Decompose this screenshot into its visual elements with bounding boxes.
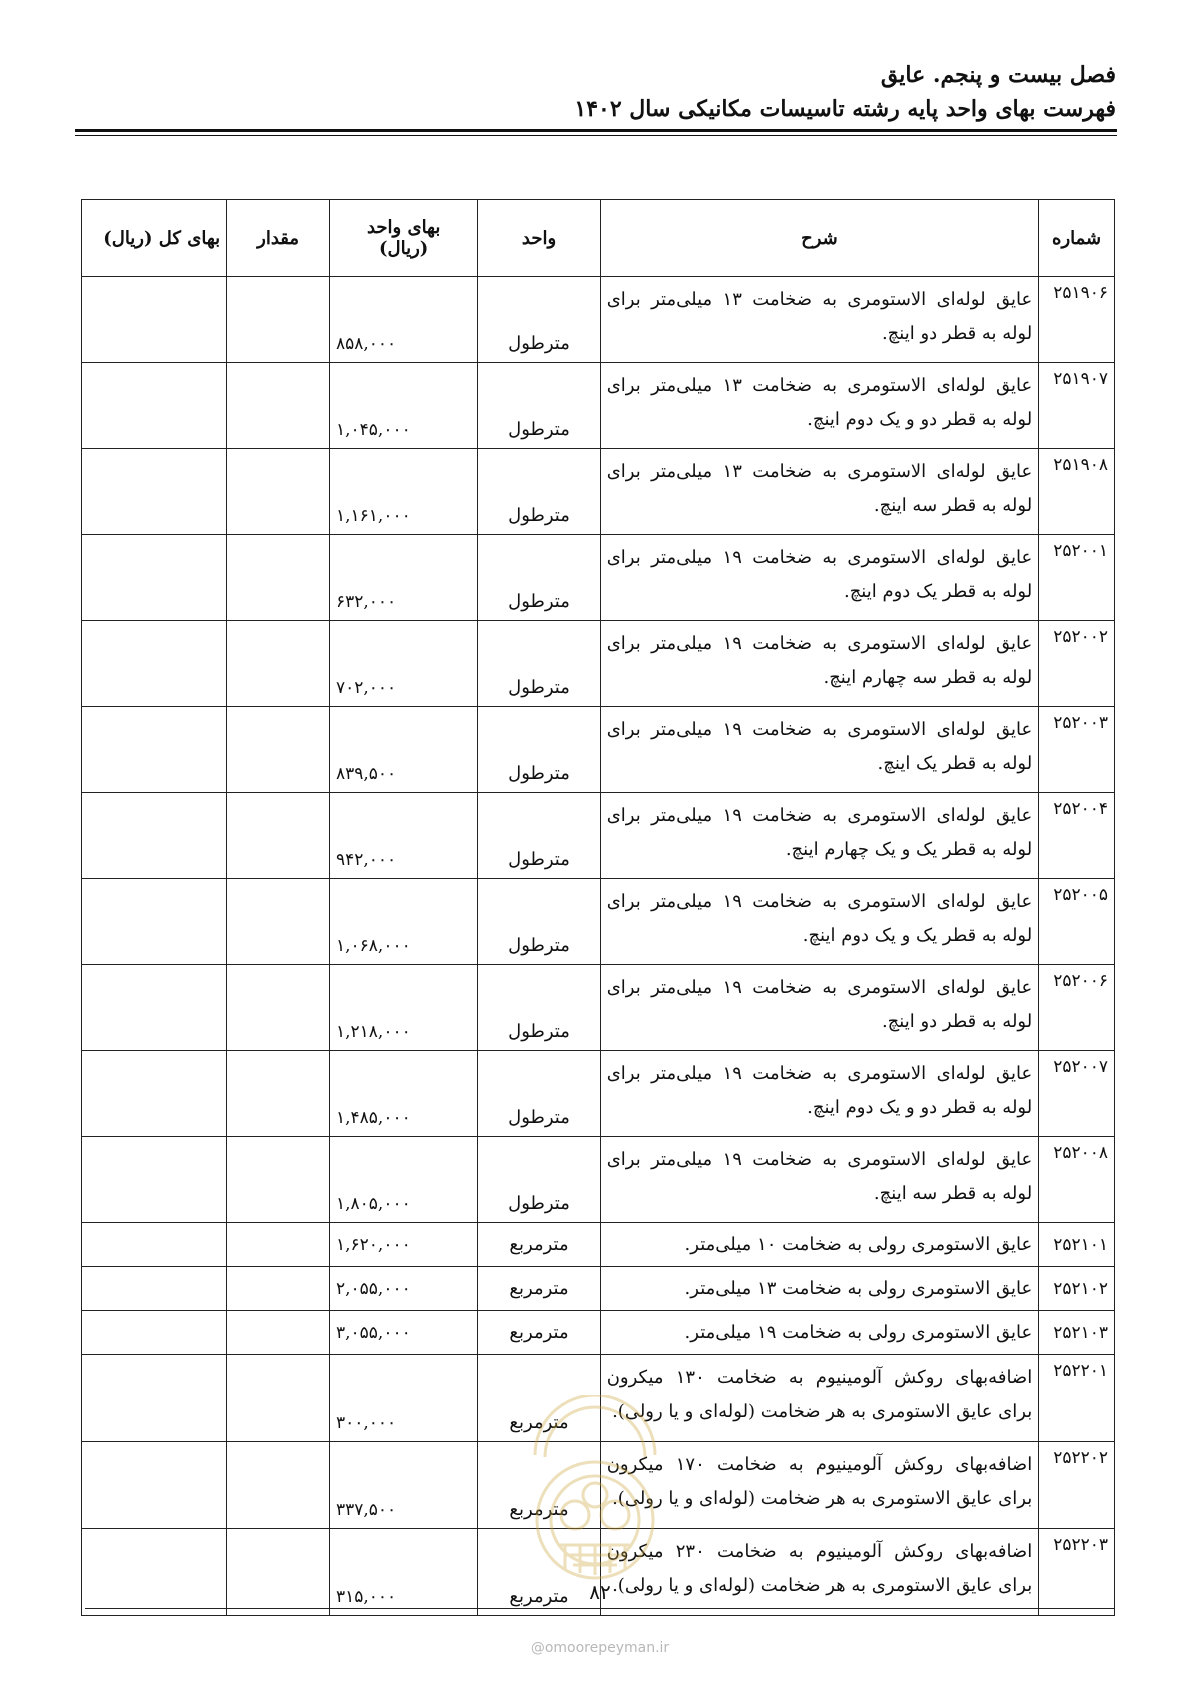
row-number: ۲۵۲۲۰۲ [1039,1442,1115,1529]
table-row [82,1051,1115,1137]
row-unit-price: ۸۵۸,۰۰۰ [330,277,478,363]
row-quantity [227,965,330,1051]
row-unit-price: ۳۱۵,۰۰۰ [330,1529,478,1616]
row-unit-price: ۳۳۷,۵۰۰ [330,1442,478,1529]
row-description: عایق لوله‌ای الاستومری به ضخامت ۱۹ میلی‌متر برای لوله به قطر سه چهارم اینچ. [600,621,1039,707]
page-number: ۸۲ [589,1580,611,1604]
row-unit-price: ۶۳۲,۰۰۰ [330,535,478,621]
row-quantity [227,793,330,879]
row-unit-price: ۳,۰۵۵,۰۰۰ [330,1311,478,1355]
row-description: عایق لوله‌ای الاستومری به ضخامت ۱۹ میلی‌متر برای لوله به قطر یک و یک چهارم اینچ. [600,793,1039,879]
document-subtitle: فهرست بهای واحد پایه رشته تاسیسات مکانیکی سال ۱۴۰۲ [574,96,1116,122]
table-row [82,1311,1115,1355]
row-total-price [82,1137,227,1223]
chapter-title: فصل بیست و پنجم. عایق [880,62,1116,88]
header-unit-price-line1: بهای واحد [366,217,441,238]
row-quantity [227,1355,330,1442]
row-unit-price: ۸۳۹,۵۰۰ [330,707,478,793]
row-description: اضافه‌بهای روکش آلومینیوم به ضخامت ۲۳۰ میکرون برای عایق الاستومری به هر ضخامت (لوله‌ای و یا رولی). [600,1529,1039,1616]
row-number: ۲۵۲۰۰۶ [1039,965,1115,1051]
row-description: عایق الاستومری رولی به ضخامت ۱۹ میلی‌متر. [600,1311,1039,1355]
seal-logo-icon [505,1395,685,1585]
row-unit-price: ۱,۴۸۵,۰۰۰ [330,1051,478,1137]
row-unit: مترطول [478,535,600,621]
row-total-price [82,277,227,363]
row-unit: مترطول [478,277,600,363]
row-total-price [82,879,227,965]
row-quantity [227,449,330,535]
row-description: عایق لوله‌ای الاستومری به ضخامت ۱۳ میلی‌متر برای لوله به قطر دو اینچ. [600,277,1039,363]
row-number: ۲۵۱۹۰۸ [1039,449,1115,535]
table-row [82,363,1115,449]
row-number: ۲۵۲۱۰۱ [1039,1223,1115,1267]
header-unit-price-line2: (ریال) [379,238,429,259]
row-quantity [227,1267,330,1311]
row-total-price [82,621,227,707]
table-row [82,793,1115,879]
row-total-price [82,1267,227,1311]
row-quantity [227,363,330,449]
table-row [82,1223,1115,1267]
row-number: ۲۵۲۲۰۳ [1039,1529,1115,1616]
table-row [82,1267,1115,1311]
row-unit: مترطول [478,793,600,879]
row-unit: مترمربع [478,1267,600,1311]
row-number: ۲۵۲۰۰۲ [1039,621,1115,707]
header-total-price: بهای کل (ریال) [82,200,227,277]
row-unit: مترطول [478,1137,600,1223]
row-total-price [82,1442,227,1529]
table-row [82,449,1115,535]
row-number: ۲۵۲۰۰۷ [1039,1051,1115,1137]
row-number: ۲۵۱۹۰۷ [1039,363,1115,449]
row-unit-price: ۱,۰۴۵,۰۰۰ [330,363,478,449]
row-number: ۲۵۲۰۰۱ [1039,535,1115,621]
header-rule-thick [75,129,1117,132]
row-unit: مترمربع [478,1311,600,1355]
row-total-price [82,707,227,793]
row-description: عایق لوله‌ای الاستومری به ضخامت ۱۳ میلی‌متر برای لوله به قطر سه اینچ. [600,449,1039,535]
row-quantity [227,1311,330,1355]
row-number: ۲۵۲۰۰۸ [1039,1137,1115,1223]
row-quantity [227,1223,330,1267]
row-unit-price: ۱,۸۰۵,۰۰۰ [330,1137,478,1223]
table-row [82,965,1115,1051]
row-unit: مترطول [478,707,600,793]
row-number: ۲۵۲۱۰۲ [1039,1267,1115,1311]
row-total-price [82,1223,227,1267]
table-row [82,1137,1115,1223]
row-number: ۲۵۲۲۰۱ [1039,1355,1115,1442]
row-total-price [82,535,227,621]
row-description: عایق لوله‌ای الاستومری به ضخامت ۱۹ میلی‌متر برای لوله به قطر دو اینچ. [600,965,1039,1051]
row-unit: مترطول [478,449,600,535]
row-total-price [82,1051,227,1137]
row-unit-price: ۳۰۰,۰۰۰ [330,1355,478,1442]
row-description: اضافه‌بهای روکش آلومینیوم به ضخامت ۱۳۰ میکرون برای عایق الاستومری به هر ضخامت (لوله‌ای و یا رولی). [600,1355,1039,1442]
row-description: عایق لوله‌ای الاستومری به ضخامت ۱۹ میلی‌متر برای لوله به قطر دو و یک دوم اینچ. [600,1051,1039,1137]
row-unit: مترطول [478,879,600,965]
row-unit: مترطول [478,965,600,1051]
header-description: شرح [600,200,1039,277]
table-row [82,277,1115,363]
row-unit: مترمربع [478,1442,600,1529]
row-quantity [227,1442,330,1529]
row-total-price [82,965,227,1051]
row-unit: مترطول [478,621,600,707]
row-unit-price: ۷۰۲,۰۰۰ [330,621,478,707]
row-number: ۲۵۲۰۰۳ [1039,707,1115,793]
header-unit-price [330,200,478,277]
row-description: عایق لوله‌ای الاستومری به ضخامت ۱۹ میلی‌متر برای لوله به قطر یک دوم اینچ. [600,535,1039,621]
row-quantity [227,1051,330,1137]
header-rule-thin [75,135,1117,136]
row-total-price [82,1529,227,1616]
page-header [76,58,1116,126]
footer-rule [85,1608,1115,1609]
row-quantity [227,1529,330,1616]
row-number: ۲۵۲۰۰۴ [1039,793,1115,879]
row-description: عایق لوله‌ای الاستومری به ضخامت ۱۹ میلی‌متر برای لوله به قطر یک اینچ. [600,707,1039,793]
row-number: ۲۵۲۰۰۵ [1039,879,1115,965]
row-quantity [227,1137,330,1223]
table-header-row [82,200,1115,277]
row-description: عایق الاستومری رولی به ضخامت ۱۰ میلی‌متر. [600,1223,1039,1267]
row-unit-price: ۱,۲۱۸,۰۰۰ [330,965,478,1051]
table-row [82,535,1115,621]
row-number: ۲۵۲۱۰۳ [1039,1311,1115,1355]
header-quantity: مقدار [227,200,330,277]
row-total-price [82,793,227,879]
row-quantity [227,621,330,707]
row-unit: مترطول [478,1051,600,1137]
row-description: عایق الاستومری رولی به ضخامت ۱۳ میلی‌متر. [600,1267,1039,1311]
header-unit: واحد [478,200,600,277]
row-unit-price: ۲,۰۵۵,۰۰۰ [330,1267,478,1311]
header-number: شماره [1039,200,1115,277]
row-total-price [82,363,227,449]
row-number: ۲۵۱۹۰۶ [1039,277,1115,363]
row-unit: مترمربع [478,1223,600,1267]
row-description: اضافه‌بهای روکش آلومینیوم به ضخامت ۱۷۰ میکرون برای عایق الاستومری به هر ضخامت (لوله‌ای و یا رولی). [600,1442,1039,1529]
row-unit-price: ۱,۱۶۱,۰۰۰ [330,449,478,535]
row-description: عایق لوله‌ای الاستومری به ضخامت ۱۳ میلی‌متر برای لوله به قطر دو و یک دوم اینچ. [600,363,1039,449]
row-description: عایق لوله‌ای الاستومری به ضخامت ۱۹ میلی‌متر برای لوله به قطر یک و یک دوم اینچ. [600,879,1039,965]
source-url: @omoorepeyman.ir [530,1640,670,1656]
row-unit-price: ۱,۶۲۰,۰۰۰ [330,1223,478,1267]
row-description: عایق لوله‌ای الاستومری به ضخامت ۱۹ میلی‌متر برای لوله به قطر سه اینچ. [600,1137,1039,1223]
row-quantity [227,707,330,793]
table-row [82,707,1115,793]
table-row [82,621,1115,707]
row-quantity [227,535,330,621]
row-total-price [82,449,227,535]
row-unit: مترمربع [478,1529,600,1616]
row-unit: مترطول [478,363,600,449]
row-unit-price: ۱,۰۶۸,۰۰۰ [330,879,478,965]
table-row [82,879,1115,965]
row-quantity [227,879,330,965]
row-total-price [82,1311,227,1355]
row-unit: مترمربع [478,1355,600,1442]
row-quantity [227,277,330,363]
row-unit-price: ۹۴۲,۰۰۰ [330,793,478,879]
row-total-price [82,1355,227,1442]
